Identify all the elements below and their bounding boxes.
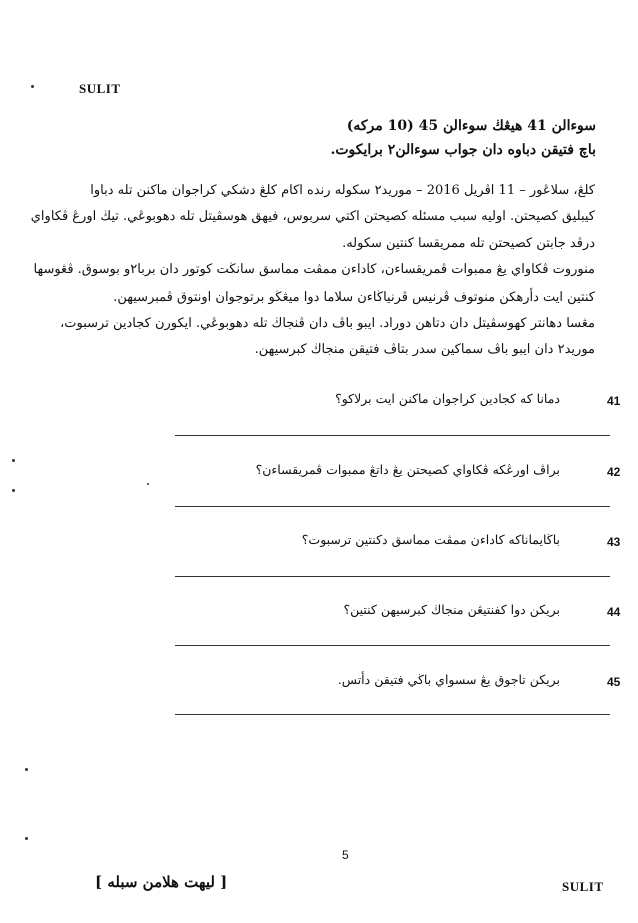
question-number: 45 — [607, 675, 621, 689]
question-text: باڬايماناکه کاداءن ممڤت مماسق دکنتين ترسبوت؟ — [301, 532, 560, 547]
question-text: بريکن دوا کفنتيڠن منجاڬ کبرسيهن کنتين؟ — [343, 602, 560, 617]
question-text: دمانا که کجادين کراجوان ماکنن ايت برلاکو؟ — [335, 391, 560, 406]
margin-dot — [25, 768, 28, 771]
answer-line[interactable] — [175, 506, 610, 507]
passage-line: موريد٢ دان ايبو باڤ سماکين سدر بتاڤ فتيقن منجاڬ کبرسيهن. — [254, 342, 595, 357]
section-heading: سوءالن 41 هيڠڬ سوءالن 45 (10 مرکه) — [346, 118, 596, 134]
passage-line: کنتين ايت دأرهکن منوتوف ڤرنيس ڤرنياڬاءن سلاما دوا ميڠڬو برتوجوان اونتوق ڤمبرسيهن. — [113, 290, 595, 305]
section-instruction: باچ فتيقن دباوه دان جواب سوءالن٢ برايکوت. — [330, 142, 596, 158]
header-sulit-mark: SULIT — [79, 81, 121, 96]
margin-dot — [25, 837, 28, 840]
passage-line: منوروت ڤکاواي يڠ ممبوات ڤمريقساءن، کاداءن ممڤت مماسق سانڬت کوتور دان بربا٢و بوسوق. ڤڠوسها — [33, 262, 595, 277]
answer-line[interactable] — [175, 645, 610, 646]
footer-sulit-mark: SULIT — [562, 879, 604, 894]
passage-line: کيبليق کصيحتن. اوليه سبب مسئله کصيحتن اکتي سربوس، فيهق هوسڤيتل تله دهوبوڠي. تيڬ اورڠ ڤکاواي — [30, 209, 595, 224]
question-text: براڤ اورڠکه ڤکاواي کصيحتن يڠ داتڠ ممبوات ڤمريقساءن؟ — [255, 462, 560, 477]
margin-dot — [147, 483, 149, 485]
margin-dot — [12, 489, 15, 492]
question-text: بريکن تاجوق يڠ سسواي باڬي فتيقن دأتس. — [337, 672, 560, 687]
margin-dot — [12, 459, 15, 462]
question-number: 42 — [607, 465, 621, 479]
answer-line[interactable] — [175, 576, 610, 577]
question-number: 41 — [607, 394, 621, 408]
question-number: 44 — [607, 605, 621, 619]
footer-next-page-note: [ ليهت هلامن سبله ] — [95, 873, 228, 891]
passage-line: مڠسا دهانتر کهوسڤيتل دان دتاهن دوراد. ايبو باڤ دان ڤنجاڬ تله دهوبوڠي. ايکورن کجادين ترسبوت، — [60, 316, 595, 331]
answer-line[interactable] — [175, 435, 610, 436]
page-number: 5 — [342, 848, 349, 862]
passage-line: کلڠ، سلاڠور – 11 اڤريل 2016 – موريد٢ سکوله رنده اکام کلڠ دشکي کراجوان ماکنن تله دباوا — [90, 183, 595, 198]
passage-line: درڤد جابتن کصيحتن تله ممريقسا کنتين سکوله. — [342, 236, 595, 251]
margin-dot — [31, 85, 34, 88]
question-number: 43 — [607, 535, 621, 549]
answer-line[interactable] — [175, 714, 610, 715]
